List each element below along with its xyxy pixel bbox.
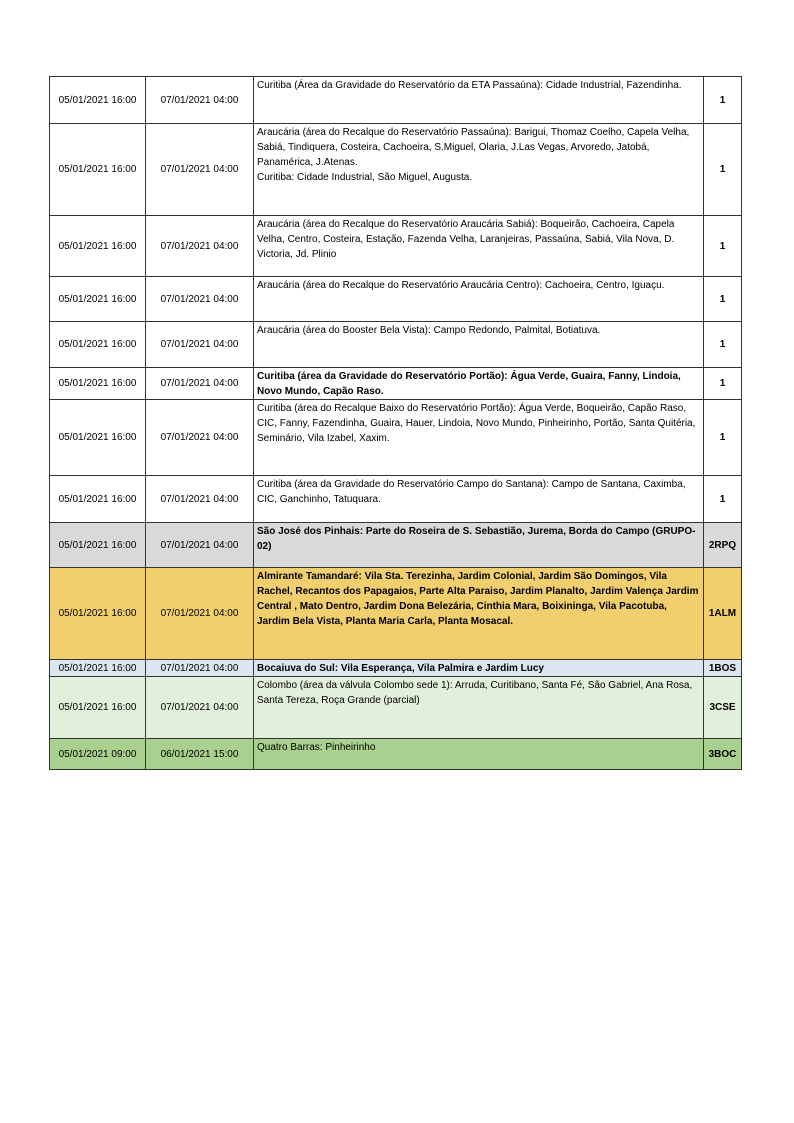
table-row xyxy=(50,322,742,368)
affected-areas-text: Curitiba (área da Gravidade do Reservatório Campo do Santana): Campo de Santana, Caximba, CIC, Ganchinho, Tatuquara. xyxy=(257,479,686,505)
affected-areas-text: São José dos Pinhais: Parte do Roseira de S. Sebastião, Jurema, Borda do Campo (GRUPO-02) xyxy=(257,526,696,552)
affected-areas-cell xyxy=(254,660,704,677)
start-datetime-cell: 05/01/2021 16:00 xyxy=(50,368,146,400)
end-datetime-cell: 07/01/2021 04:00 xyxy=(146,124,254,216)
affected-areas-text: Araucária (área do Booster Bela Vista): Campo Redondo, Palmital, Botiatuva. xyxy=(257,325,601,336)
end-datetime-cell: 07/01/2021 04:00 xyxy=(146,660,254,677)
affected-areas-text: Curitiba (área da Gravidade do Reservatório Portão): Água Verde, Guaira, Fanny, Lindoia, Novo Mundo, Capão Raso. xyxy=(257,371,681,397)
affected-areas-text: Curitiba: Cidade Industrial, São Miguel, Augusta. xyxy=(257,172,473,183)
group-code-cell: 1 xyxy=(704,216,742,277)
group-code-cell: 1 xyxy=(704,77,742,124)
start-datetime-cell: 05/01/2021 16:00 xyxy=(50,677,146,739)
affected-areas-cell xyxy=(254,677,704,739)
group-code-cell: 1 xyxy=(704,476,742,523)
end-datetime-cell: 07/01/2021 04:00 xyxy=(146,568,254,660)
end-datetime-cell: 07/01/2021 04:00 xyxy=(146,77,254,124)
affected-areas-text: Bocaiuva do Sul: Vila Esperança, Vila Palmira e Jardim Lucy xyxy=(257,663,544,674)
start-datetime-cell: 05/01/2021 16:00 xyxy=(50,216,146,277)
affected-areas-cell xyxy=(254,77,704,124)
group-code-cell: 3BOC xyxy=(704,739,742,770)
affected-areas-cell xyxy=(254,476,704,523)
start-datetime-cell: 05/01/2021 16:00 xyxy=(50,124,146,216)
affected-areas-text: Quatro Barras: Pinheirinho xyxy=(257,742,376,753)
start-datetime-cell: 05/01/2021 16:00 xyxy=(50,77,146,124)
affected-areas-cell xyxy=(254,739,704,770)
end-datetime-cell: 07/01/2021 04:00 xyxy=(146,322,254,368)
group-code-cell: 1 xyxy=(704,368,742,400)
table-row xyxy=(50,739,742,770)
table-row xyxy=(50,568,742,660)
table-row xyxy=(50,277,742,322)
end-datetime-cell: 06/01/2021 15:00 xyxy=(146,739,254,770)
group-code-cell: 1 xyxy=(704,277,742,322)
affected-areas-text: Araucária (área do Recalque do Reservatório Araucária Sabiá): Boqueirão, Cachoeira, Capela Velha, Centro, Costeira, Estação, Fazenda Velha, Laranjeiras, Passaúna, Sabiá, Vila Nova, D. Victoria, Jd. Plinio xyxy=(257,219,675,260)
group-code-cell: 1BOS xyxy=(704,660,742,677)
table-row xyxy=(50,124,742,216)
affected-areas-text: Curitiba (Área da Gravidade do Reservatório da ETA Passaúna): Cidade Industrial, Fazendinha. xyxy=(257,80,682,91)
group-code-cell: 1 xyxy=(704,400,742,476)
end-datetime-cell: 07/01/2021 04:00 xyxy=(146,216,254,277)
affected-areas-text: Araucária (área do Recalque do Reservatório Passaúna): Barigui, Thomaz Coelho, Capela Velha, Sabiá, Tindiquera, Costeira, Cachoeira, S.Miguel, Olaria, J.Las Vegas, Arvoredo, Jatobá, Panamérica, J.Atenas. xyxy=(257,127,690,168)
table-row xyxy=(50,660,742,677)
end-datetime-cell: 07/01/2021 04:00 xyxy=(146,277,254,322)
affected-areas-text: Araucária (área do Recalque do Reservatório Araucária Centro): Cachoeira, Centro, Iguaçu. xyxy=(257,280,665,291)
affected-areas-cell xyxy=(254,277,704,322)
affected-areas-cell xyxy=(254,322,704,368)
table-row xyxy=(50,77,742,124)
end-datetime-cell: 07/01/2021 04:00 xyxy=(146,368,254,400)
start-datetime-cell: 05/01/2021 16:00 xyxy=(50,322,146,368)
start-datetime-cell: 05/01/2021 16:00 xyxy=(50,476,146,523)
start-datetime-cell: 05/01/2021 16:00 xyxy=(50,660,146,677)
group-code-cell: 2RPQ xyxy=(704,523,742,568)
end-datetime-cell: 07/01/2021 04:00 xyxy=(146,400,254,476)
end-datetime-cell: 07/01/2021 04:00 xyxy=(146,523,254,568)
affected-areas-cell xyxy=(254,523,704,568)
start-datetime-cell: 05/01/2021 16:00 xyxy=(50,523,146,568)
affected-areas-cell xyxy=(254,400,704,476)
schedule-table xyxy=(49,76,742,770)
table-row xyxy=(50,677,742,739)
group-code-cell: 1 xyxy=(704,322,742,368)
group-code-cell: 1 xyxy=(704,124,742,216)
affected-areas-text: Curitiba (área do Recalque Baixo do Reservatório Portão): Água Verde, Boqueirão, Capão Raso, CIC, Fanny, Fazendinha, Guaira, Hauer, Lindoia, Novo Mundo, Pinheirinho, Portão, Santa Quitéria, Seminário, Vila Izabel, Xaxim. xyxy=(257,403,696,444)
table-row xyxy=(50,476,742,523)
affected-areas-text: Colombo (área da válvula Colombo sede 1): Arruda, Curitibano, Santa Fé, São Gabriel, Ana Rosa, Santa Tereza, Roça Grande (parcial) xyxy=(257,680,693,706)
table-row xyxy=(50,216,742,277)
affected-areas-text: Almirante Tamandaré: Vila Sta. Terezinha, Jardim Colonial, Jardim São Domingos, Vila Rachel, Recantos dos Papagaios, Parte Alta Paraiso, Jardim Planalto, Jardim Valença Jardim Central , Mato Dentro, Jardim Dona Belezária, Cinthia Mara, Boixininga, Vila Pacotuba, Jardim Bela Vista, Planta Maria Carla, Planta Mosacal. xyxy=(257,571,699,627)
end-datetime-cell: 07/01/2021 04:00 xyxy=(146,677,254,739)
affected-areas-cell xyxy=(254,216,704,277)
start-datetime-cell: 05/01/2021 16:00 xyxy=(50,568,146,660)
table-row xyxy=(50,368,742,400)
start-datetime-cell: 05/01/2021 09:00 xyxy=(50,739,146,770)
table-row xyxy=(50,523,742,568)
affected-areas-cell xyxy=(254,124,704,216)
affected-areas-cell xyxy=(254,368,704,400)
group-code-cell: 3CSE xyxy=(704,677,742,739)
affected-areas-cell xyxy=(254,568,704,660)
start-datetime-cell: 05/01/2021 16:00 xyxy=(50,277,146,322)
table-row xyxy=(50,400,742,476)
start-datetime-cell: 05/01/2021 16:00 xyxy=(50,400,146,476)
group-code-cell: 1ALM xyxy=(704,568,742,660)
schedule-table-body xyxy=(50,77,742,770)
end-datetime-cell: 07/01/2021 04:00 xyxy=(146,476,254,523)
